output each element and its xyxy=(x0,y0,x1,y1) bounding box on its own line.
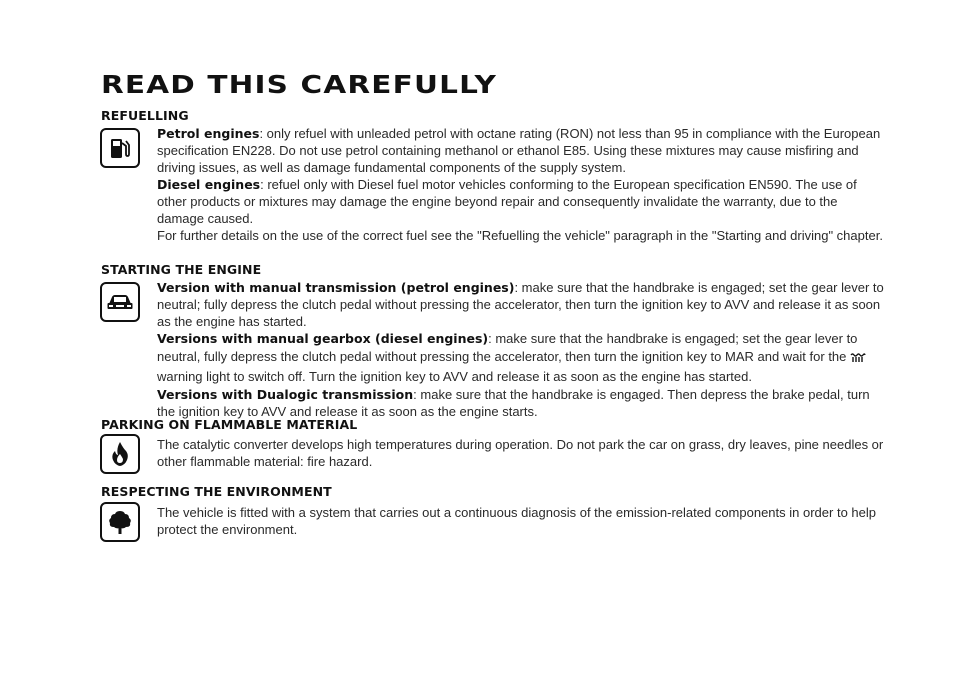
environment-text xyxy=(157,504,887,538)
paragraph-text: The vehicle is fitted with a system that carries out a continuous diagnosis of the emission-related components in order to help protect the environment. xyxy=(157,505,876,537)
section-heading-parking: PARKING ON FLAMMABLE MATERIAL xyxy=(101,417,358,432)
paragraph xyxy=(157,176,887,227)
paragraph xyxy=(157,125,887,176)
paragraph-text: : make sure that the handbrake is engaged; set the gear lever to neutral, fully depress the clutch pedal without pressing the accelerator, then turn the ignition key to MAR and wait for the xyxy=(157,331,858,364)
paragraph-text: The catalytic converter develops high temperatures during operation. Do not park the car on grass, dry leaves, pine needles or other flammable material: fire hazard. xyxy=(157,437,884,469)
paragraph-lead: Petrol engines xyxy=(157,126,260,141)
section-heading-environment: RESPECTING THE ENVIRONMENT xyxy=(101,484,332,499)
parking-text xyxy=(157,436,887,470)
paragraph xyxy=(157,279,887,330)
section-heading-starting-engine: STARTING THE ENGINE xyxy=(101,262,262,277)
paragraph xyxy=(157,227,887,244)
flame-icon xyxy=(100,434,140,474)
paragraph-text: warning light to switch off. Turn the ignition key to AVV and release it as soon as the engine has started. xyxy=(157,369,752,384)
paragraph-lead: Version with manual transmission (petrol engines) xyxy=(157,280,515,295)
section-heading-refuelling: REFUELLING xyxy=(101,108,189,123)
paragraph xyxy=(157,436,887,470)
paragraph xyxy=(157,386,887,420)
paragraph-text: : make sure that the handbrake is engaged; set the gear lever to neutral; fully depress the clutch pedal without pressing the accelerator, then turn the ignition key to AVV and release it as soon as the engine has started. xyxy=(157,280,884,329)
page-title: READ THIS CAREFULLY xyxy=(101,70,498,99)
paragraph-lead: Versions with manual gearbox (diesel engines) xyxy=(157,331,489,346)
starting-engine-text xyxy=(157,279,887,420)
paragraph xyxy=(157,330,887,386)
tree-icon xyxy=(100,502,140,542)
paragraph-text: : only refuel with unleaded petrol with octane rating (RON) not less than 95 in compliance with the European specification EN228. Do not use petrol containing methanol or ethanol E85. Using these mixtures may cause misfiring and driving issues, as well as damage fundamental components of the supply system. xyxy=(157,126,881,175)
paragraph-text: : refuel only with Diesel fuel motor vehicles conforming to the European specification EN590. The use of other products or mixtures may damage the engine beyond repair and consequently invalidate the warranty, due to the damage caused. xyxy=(157,177,857,226)
paragraph-text: : make sure that the handbrake is engaged. Then depress the brake pedal, turn the ignition key to AVV and release it as soon as the engine starts. xyxy=(157,387,870,419)
paragraph xyxy=(157,504,887,538)
refuelling-text xyxy=(157,125,887,244)
glow-plug-warning-icon xyxy=(850,350,866,368)
fuel-pump-icon xyxy=(100,128,140,168)
paragraph-lead: Diesel engines xyxy=(157,177,261,192)
paragraph-text: For further details on the use of the correct fuel see the "Refuelling the vehicle" paragraph in the "Starting and driving" chapter. xyxy=(157,228,883,243)
car-icon xyxy=(100,282,140,322)
paragraph-lead: Versions with Dualogic transmission xyxy=(157,387,414,402)
